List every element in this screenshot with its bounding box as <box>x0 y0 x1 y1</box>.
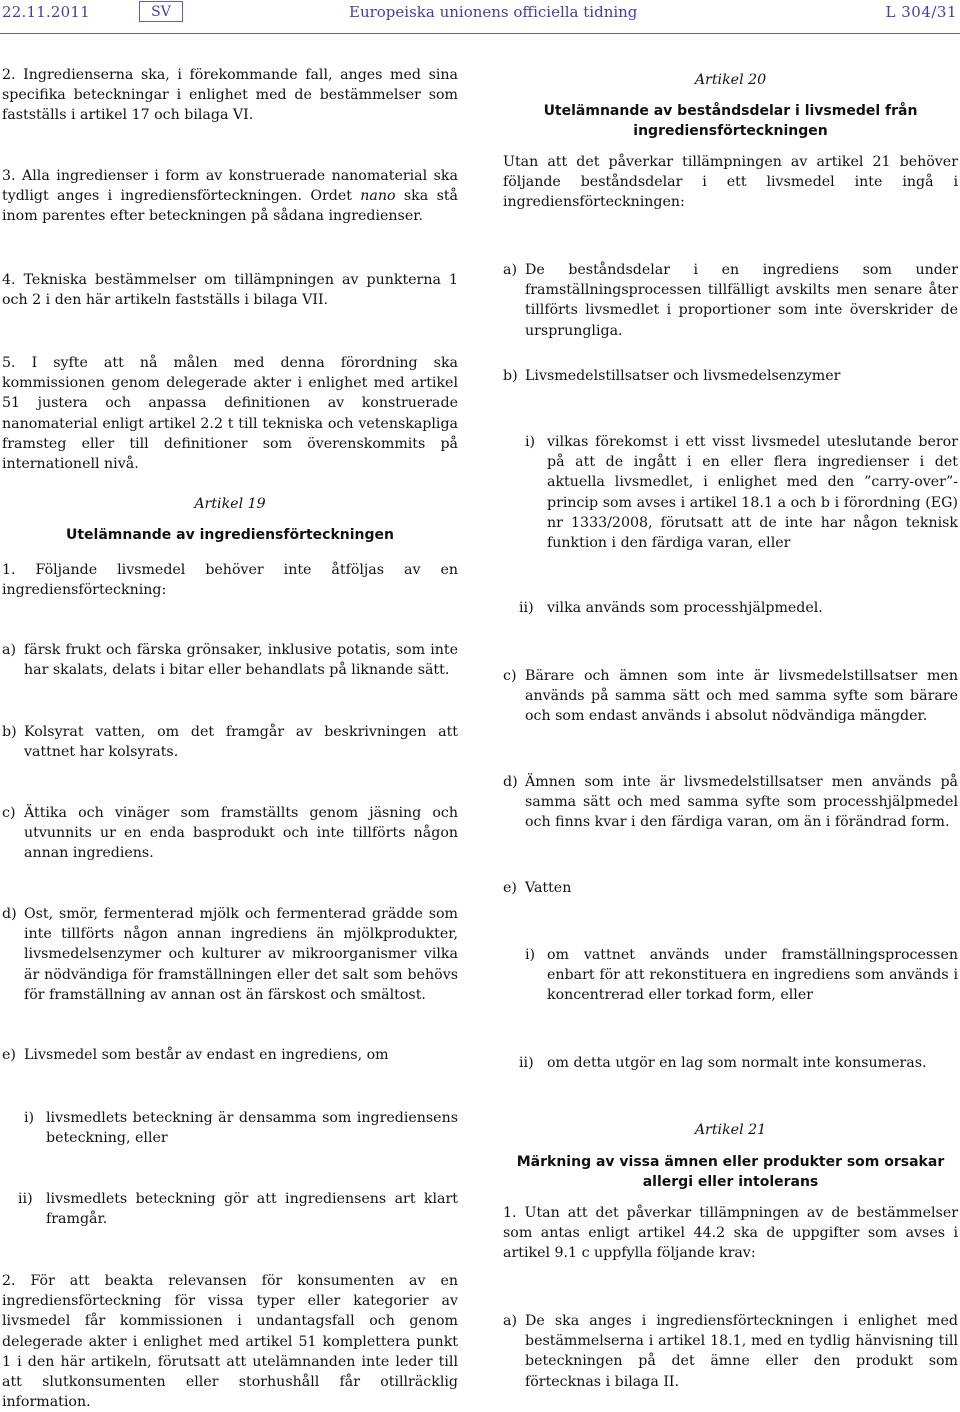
list-item-text: Kolsyrat vatten, om det framgår av beskrivningen att vattnet har kolsyrats. <box>24 724 458 761</box>
list-item-text: Ättika och vinäger som framställts genom jäsning och utvunnits ur en enda basprodukt och inte tillförts någon annan ingrediens. <box>24 805 458 862</box>
article-21-title: Märkning av vissa ämnen eller produkter som orsakar allergi eller intolerans <box>516 1154 945 1191</box>
list-item-label: c) <box>2 805 16 821</box>
paragraph-5: 5. I syfte att nå målen med denna förordning ska kommissionen genom delegerade akter i enlighet med artikel 51 justera och anpassa definitionen av konstruerade nanomaterial enligt artikel 2.2 t till tekniska och vetenskapliga framsteg eller till definitioner som överenskommits på internationell nivå. <box>2 355 458 473</box>
journal-title: Europeiska unionens officiella tidning <box>349 3 638 21</box>
list-item-label: c) <box>503 668 517 684</box>
page-header <box>0 0 960 30</box>
art20-item-a <box>503 260 958 341</box>
list-item-d <box>2 904 458 1005</box>
page-reference: L 304/31 <box>885 3 957 21</box>
list-item-text: Bärare och ämnen som inte är livsmedelstillsatser men används på samma sätt och med samma syfte som bärare och som endast används i absolut nödvändiga mängder. <box>525 668 958 725</box>
list-item-label: e) <box>2 1047 16 1063</box>
list-item-text: Vatten <box>525 880 572 896</box>
art20-item-e <box>503 878 958 898</box>
article-21-paragraph-1: 1. Utan att det påverkar tillämpningen av de bestämmelser som antas enligt artikel 44.2 ska de uppgifter som avses i artikel 9.1 c uppfylla följande krav: <box>503 1205 958 1262</box>
sub-item-text: vilka används som processhjälpmedel. <box>547 600 823 616</box>
article-21-label: Artikel 21 <box>694 1122 767 1138</box>
sub-item-label: i) <box>525 434 536 450</box>
sub-item-label: ii) <box>18 1191 33 1207</box>
list-item-text: Ost, smör, fermenterad mjölk och fermenterad grädde som inte tillförts någon annan ingrediens än mjölkprodukter, livsmedelsenzymer och kulturer av mikroorganismer vilka är nödvändiga för framställningen eller det salt som behövs för framställning av annan ost än färskost och smältost. <box>24 906 458 1003</box>
list-item-label: e) <box>503 880 517 896</box>
list-item-label: b) <box>503 368 518 384</box>
paragraph-4: 4. Tekniska bestämmelser om tillämpningen av punkterna 1 och 2 i den här artikeln fastställs i bilaga VII. <box>2 272 458 309</box>
list-item-a <box>2 640 458 680</box>
sub-item-e-ii <box>2 1189 458 1229</box>
list-item-label: a) <box>503 262 517 278</box>
list-item-c <box>2 803 458 864</box>
sub-item-label: ii) <box>519 600 534 616</box>
art20-item-e-i <box>503 945 958 1006</box>
art20-item-c <box>503 666 958 727</box>
article-20-label: Artikel 20 <box>694 72 767 88</box>
paragraph-3 <box>2 166 458 227</box>
sub-item-text: om detta utgör en lag som normalt inte konsumeras. <box>547 1055 927 1071</box>
list-item-text: färsk frukt och färska grönsaker, inklusive potatis, som inte har skalats, delats i bitar eller behandlats på liknande sätt. <box>24 642 458 679</box>
list-item-text: Livsmedelstillsatser och livsmedelsenzymer <box>525 368 841 384</box>
sub-item-text: om vattnet används under framställningsprocessen enbart för att rekonstituera en ingrediens som används i koncentrerad eller torkad form, eller <box>547 947 958 1004</box>
article-19-paragraph-2: 2. För att beakta relevansen för konsumenten av en ingrediensförteckning för vissa typer eller kategorier av livsmedel får kommissionen i undantagsfall och genom delegerade akter i enlighet med artikel 51 komplettera punkt 1 i den här artikeln, förutsatt att utelämnanden inte leder till att slutkonsumenten eller storhushåll får otillräcklig information. <box>2 1273 458 1411</box>
list-item-text: De beståndsdelar i en ingrediens som under framställningsprocessen tillfälligt avskilts men senare åter tillförts livsmedlet i proportioner som inte överskrider de ursprungliga. <box>525 262 958 339</box>
sub-item-text: livsmedlets beteckning gör att ingrediensens art klart framgår. <box>46 1191 458 1228</box>
list-item-text: De ska anges i ingrediensförteckningen i enlighet med bestämmelserna i artikel 18.1, med en tydlig hänvisning till beteckningen på det ämne eller den produkt som förtecknas i bilaga II. <box>525 1313 958 1390</box>
list-item-label: d) <box>2 906 17 922</box>
list-item-label: b) <box>2 724 17 740</box>
art20-item-b-i <box>503 432 958 553</box>
publication-date: 22.11.2011 <box>2 3 90 21</box>
paragraph-3-start: 3. Alla ingredienser i form av konstruerade nanomaterial ska tydligt anges i ingrediensförteckningen. Ordet <box>2 168 458 205</box>
list-item-label: d) <box>503 774 518 790</box>
article-19-label: Artikel 19 <box>194 496 266 512</box>
language-badge: SV <box>139 1 183 22</box>
paragraph-3-italic: nano <box>360 188 396 205</box>
list-item-e <box>2 1045 458 1065</box>
article-19-title: Utelämnande av ingrediensförteckningen <box>65 527 395 543</box>
article-19-paragraph-1: 1. Följande livsmedel behöver inte åtföljas av en ingrediensförteckning: <box>2 562 458 599</box>
art20-item-b-ii <box>503 598 958 618</box>
paragraph-3-end: ska stå inom parentes efter beteckningen på sådana ingredienser. <box>2 188 459 225</box>
article-20-title: Utelämnande av beståndsdelar i livsmedel från ingrediensförteckningen <box>543 103 918 140</box>
sub-item-text: livsmedlets beteckning är densamma som ingrediensens beteckning, eller <box>46 1110 458 1147</box>
sub-item-label: ii) <box>519 1055 534 1071</box>
sub-item-label: i) <box>525 947 536 963</box>
list-item-text: Livsmedel som består av endast en ingrediens, om <box>24 1047 389 1063</box>
list-item-text: Ämnen som inte är livsmedelstillsatser men används på samma sätt och med samma syfte som processhjälpmedel och finns kvar i den färdiga varan, om än i förändrad form. <box>525 774 958 831</box>
sub-item-e-i <box>2 1108 458 1148</box>
sub-item-label: i) <box>24 1110 35 1126</box>
header-rule <box>0 33 960 34</box>
paragraph-2: 2. Ingredienserna ska, i förekommande fall, anges med sina specifika beteckningar i enlighet med de bestämmelser som fastställs i artikel 17 och bilaga VI. <box>2 67 458 124</box>
list-item-label: a) <box>503 1313 517 1329</box>
art20-item-d <box>503 772 958 833</box>
list-item-b <box>2 722 458 762</box>
art20-item-b <box>503 366 958 386</box>
art20-item-e-ii <box>503 1053 958 1073</box>
list-item-label: a) <box>2 642 16 658</box>
article-20-intro: Utan att det påverkar tillämpningen av artikel 21 behöver följande beståndsdelar i ett livsmedel inte ingå i ingrediensförteckningen: <box>503 154 958 211</box>
sub-item-text: vilkas förekomst i ett visst livsmedel uteslutande beror på att de ingått i en eller flera ingredienser i det aktuella livsmedlet, i enlighet med den ”carry-over”-princip som avses i artikel 18.1 a och b i förordning (EG) nr 1333/2008, förutsatt att de inte har någon teknisk funktion i den färdiga varan, eller <box>547 434 958 552</box>
art21-item-a <box>503 1311 958 1392</box>
